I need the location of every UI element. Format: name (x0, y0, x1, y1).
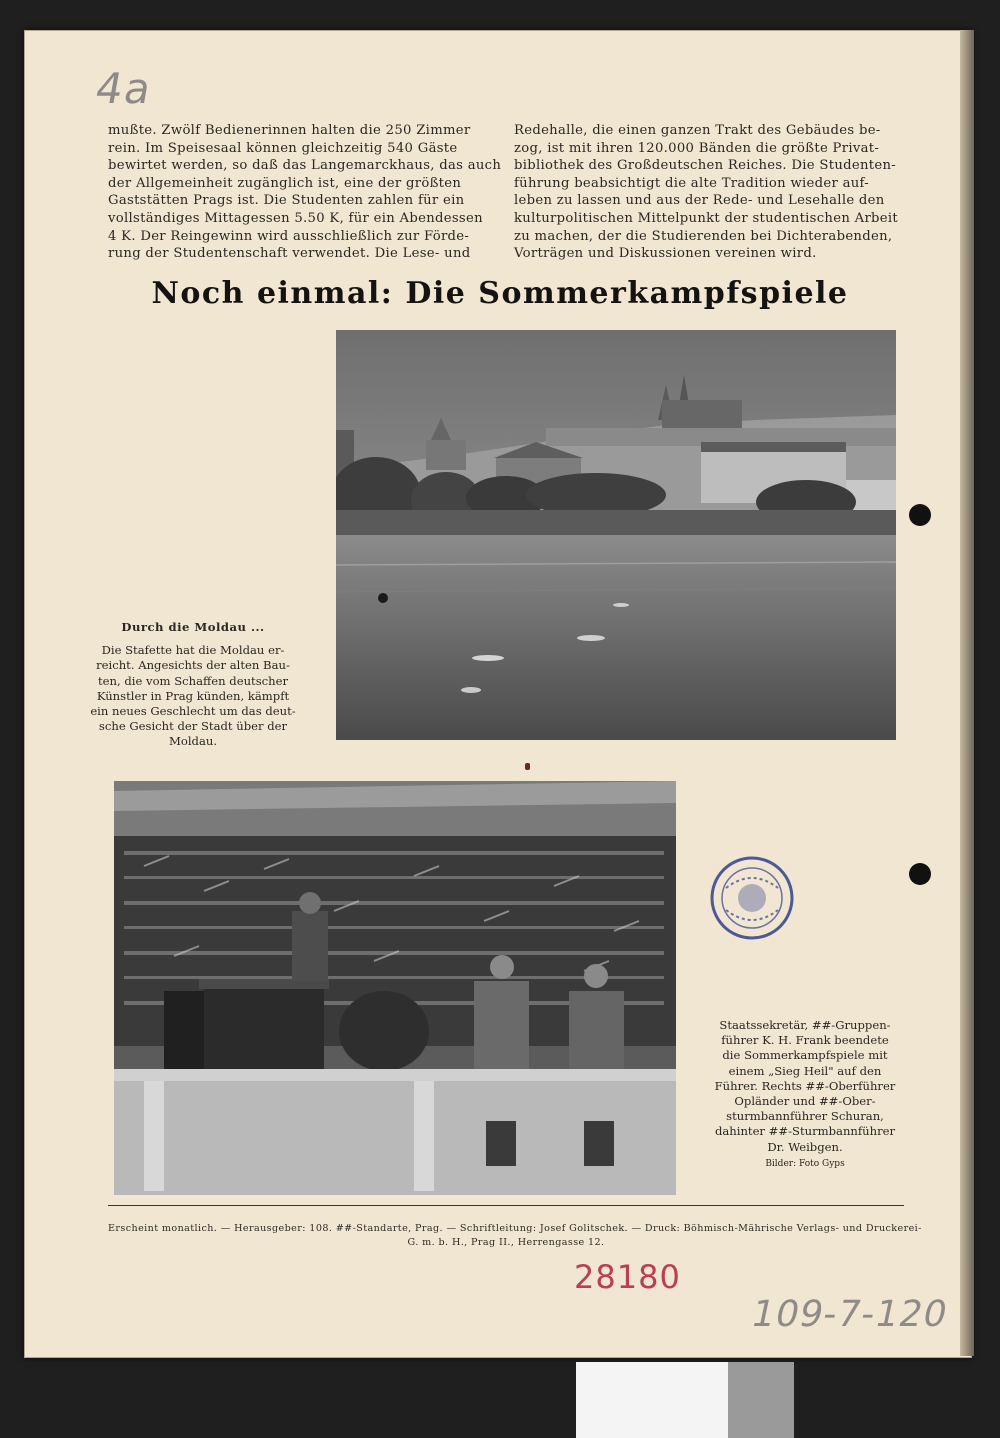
caption-line: dahinter ##-Sturmbannführer (714, 1124, 896, 1139)
caption-line: ten, die vom Schaffen deutscher (97, 673, 289, 688)
punch-hole (909, 863, 931, 885)
photo-rally (114, 781, 676, 1195)
caption-line: ein neues Geschlecht um das deut- (90, 704, 296, 719)
article-line: rein. Im Speisesaal können gleichzeitig 540 Gäste (108, 140, 458, 156)
caption-rally (700, 1018, 910, 1172)
ink-spot (525, 763, 530, 770)
article-line: der Allgemeinheit zugänglich ist, eine der größten (108, 175, 462, 191)
article-right-column (514, 122, 899, 263)
library-stamp (708, 854, 796, 942)
caption-line: Die Stafette hat die Moldau er- (101, 643, 285, 658)
caption-line: reicht. Angesichts der alten Bau- (96, 658, 290, 673)
article-line: zog, ist mit ihren 120.000 Bänden die größte Privat- (514, 140, 880, 156)
imprint-line: G. m. b. H., Prag II., Herrengasse 12. (407, 1237, 605, 1248)
imprint-line: Erscheint monatlich. — Herausgeber: 108. ##-Standarte, Prag. — Schriftleitung: Josef Golitschek. — Druck: Böhmisch-Mährische Verlags- und Druckerei- (108, 1223, 922, 1234)
article-line: mußte. Zwölf Bedienerinnen halten die 250 Zimmer (108, 123, 471, 138)
article-line: bewirtet werden, so daß das Langemarckhaus, das auch (108, 158, 502, 174)
punch-hole (909, 504, 931, 526)
caption-line: Opländer und ##-Ober- (734, 1094, 876, 1109)
page-headline: Noch einmal: Die Sommerkampfspiele (151, 276, 849, 311)
caption-line: Dr. Weibgen. (767, 1139, 843, 1154)
caption-line: Staatssekretär, ##-Gruppen- (719, 1018, 891, 1032)
article-left-column (108, 122, 502, 263)
imprint-footer (108, 1222, 922, 1250)
article-line: führung beabsichtigt die alte Tradition wieder auf- (514, 175, 870, 191)
article-line: leben zu lassen und aus der Rede- und Lesehalle den (514, 193, 885, 209)
caption-moldau (88, 620, 298, 750)
article-line: Vorträgen und Diskussionen vereinen wird. (514, 246, 817, 262)
caption-title: Durch die Moldau ... (121, 620, 265, 634)
footer-divider (108, 1205, 904, 1206)
caption-line: einem „Sieg Heil" auf den (728, 1063, 882, 1078)
handwritten-page-number: 4a (91, 64, 157, 113)
photo-moldau-river (336, 330, 896, 740)
archive-number-stamp: 28180 (574, 1258, 681, 1296)
article-line: kulturpolitischen Mittelpunkt der studentischen Arbeit (514, 210, 899, 226)
article-line: vollständiges Mittagessen 5.50 K, für ein Abendessen (108, 210, 483, 226)
article-line: 4 K. Der Reingewinn wird ausschließlich zur Förde- (108, 228, 470, 244)
caption-line: sturmbannführer Schuran, (726, 1109, 884, 1124)
caption-line: die Sommerkampfspiele mit (722, 1048, 888, 1063)
caption-line: Künstler in Prag künden, kämpft (96, 688, 290, 703)
handwritten-reference: 109-7-120 (747, 1294, 952, 1335)
article-line: Gaststätten Prags ist. Die Studenten zahlen für ein (108, 193, 465, 209)
scan-color-card-white (576, 1362, 728, 1438)
article-line: zu machen, der die Studierenden bei Dichterabenden, (514, 228, 893, 244)
caption-line: führer K. H. Frank beendete (721, 1033, 889, 1048)
article-line: Redehalle, die einen ganzen Trakt des Gebäudes be- (514, 123, 881, 138)
caption-line: sche Gesicht der Stadt über der (98, 719, 288, 734)
photo-credit: Bilder: Foto Gyps (765, 1158, 845, 1169)
caption-line: Moldau. (168, 734, 218, 749)
page-edge (960, 30, 974, 1356)
caption-line: Führer. Rechts ##-Oberführer (714, 1078, 896, 1093)
article-line: bibliothek des Großdeutschen Reiches. Die Studenten- (514, 158, 897, 174)
scan-color-card-grey (728, 1362, 794, 1438)
article-line: rung der Studentenschaft verwendet. Die Lese- und (108, 246, 471, 262)
